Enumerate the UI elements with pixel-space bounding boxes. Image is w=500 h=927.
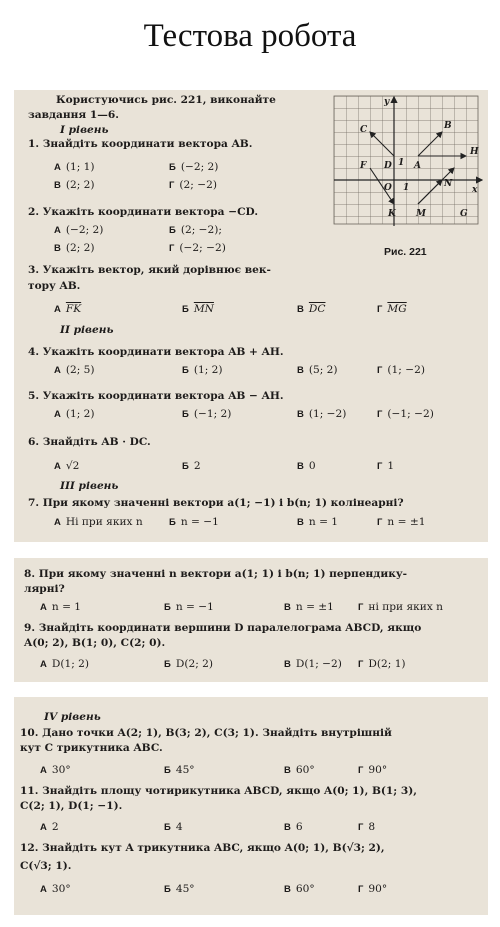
label-x: x bbox=[472, 185, 478, 195]
q9-option-d[interactable]: Г D(2; 1) bbox=[358, 658, 406, 670]
label-d: D bbox=[384, 161, 392, 171]
q9-option-a[interactable]: А D(1; 2) bbox=[40, 658, 90, 670]
question-10-text-line-2: кут C трикутника ABC. bbox=[20, 742, 163, 754]
q8-option-c[interactable]: В n = ±1 bbox=[284, 601, 334, 613]
question-4-text: 4. Укажіть координати вектора AB + AH. bbox=[28, 346, 284, 358]
question-3-text-line-2: тору AB. bbox=[28, 280, 81, 292]
question-6-text: 6. Знайдіть AB · DC. bbox=[28, 436, 151, 448]
question-1-text: 1. Знайдіть координати вектора AB. bbox=[28, 138, 253, 150]
q1-option-c[interactable]: В (2; 2) bbox=[54, 179, 95, 191]
q7-option-a[interactable]: А Ні при яких n bbox=[54, 516, 143, 528]
label-origin: O bbox=[384, 183, 392, 193]
level-3-heading: III рівень bbox=[60, 480, 119, 492]
label-n: N bbox=[444, 179, 453, 189]
q4-option-b[interactable]: Б (1; 2) bbox=[182, 364, 223, 376]
q11-option-d[interactable]: Г 8 bbox=[358, 821, 376, 833]
level-1-heading: I рівень bbox=[60, 124, 109, 136]
q4-option-d[interactable]: Г (1; −2) bbox=[377, 364, 425, 376]
q10-option-a[interactable]: А 30° bbox=[40, 764, 71, 776]
q12-option-c[interactable]: В 60° bbox=[284, 883, 315, 895]
q7-option-c[interactable]: В n = 1 bbox=[297, 516, 339, 528]
label-f: F bbox=[360, 161, 367, 171]
intro-line-2: завдання 1—6. bbox=[28, 109, 119, 121]
q7-option-d[interactable]: Г n = ±1 bbox=[377, 516, 426, 528]
q1-option-a[interactable]: А (1; 1) bbox=[54, 161, 95, 173]
q10-option-d[interactable]: Г 90° bbox=[358, 764, 388, 776]
label-h: H bbox=[470, 147, 479, 157]
q1-option-d[interactable]: Г (2; −2) bbox=[169, 179, 217, 191]
q6-option-a[interactable]: А √2 bbox=[54, 460, 80, 472]
page-title: Тестова робота bbox=[143, 18, 357, 54]
question-9-text-line-2: A(0; 2), B(1; 0), C(2; 0). bbox=[24, 637, 166, 649]
question-11-text-line-1: 11. Знайдіть площу чотирикутника ABCD, якщо A(0; 1), B(1; 3), bbox=[20, 785, 417, 797]
level-2-heading: II рівень bbox=[60, 324, 114, 336]
label-a: A bbox=[414, 161, 421, 171]
q5-option-d[interactable]: Г (−1; −2) bbox=[377, 408, 434, 420]
q3-option-a[interactable]: А $\overline{FK}$ bbox=[54, 303, 82, 315]
q3-option-d[interactable]: Г $\overline{MG}$ bbox=[377, 303, 407, 315]
q5-option-b[interactable]: Б (−1; 2) bbox=[182, 408, 232, 420]
label-y: y bbox=[384, 97, 390, 107]
q5-option-c[interactable]: В (1; −2) bbox=[297, 408, 347, 420]
q2-option-b[interactable]: Б (2; −2); bbox=[169, 224, 222, 236]
question-12-text-line-2: C(√3; 1). bbox=[20, 860, 72, 872]
q6-option-b[interactable]: Б 2 bbox=[182, 460, 201, 472]
label-c: C bbox=[360, 125, 368, 135]
q8-option-b[interactable]: Б n = −1 bbox=[164, 601, 214, 613]
q4-option-c[interactable]: В (5; 2) bbox=[297, 364, 338, 376]
label-k: K bbox=[388, 209, 396, 219]
label-g: G bbox=[460, 209, 468, 219]
q7-option-b[interactable]: Б n = −1 bbox=[169, 516, 219, 528]
question-11-text-line-2: C(2; 1), D(1; −1). bbox=[20, 800, 123, 812]
q2-option-d[interactable]: Г (−2; −2) bbox=[169, 242, 226, 254]
q9-option-c[interactable]: В D(1; −2) bbox=[284, 658, 342, 670]
q6-option-c[interactable]: В 0 bbox=[297, 460, 316, 472]
question-10-text-line-1: 10. Дано точки A(2; 1), B(3; 2), C(3; 1). Знайдіть внутрішній bbox=[20, 727, 392, 739]
level-4-heading: IV рівень bbox=[44, 711, 101, 723]
q12-option-a[interactable]: А 30° bbox=[40, 883, 71, 895]
q12-option-d[interactable]: Г 90° bbox=[358, 883, 388, 895]
q3-option-b[interactable]: Б $\overline{MN}$ bbox=[182, 303, 214, 315]
question-12-text-line-1: 12. Знайдіть кут A трикутника ABC, якщо A(0; 1), B(√3; 2), bbox=[20, 842, 385, 854]
question-8-text-line-1: 8. При якому значенні n вектори a(1; 1) і b(n; 1) перпендику- bbox=[24, 568, 408, 580]
worksheet-section-3 bbox=[14, 697, 488, 915]
q3-option-c[interactable]: В $\overline{DC}$ bbox=[297, 303, 326, 315]
q11-option-b[interactable]: Б 4 bbox=[164, 821, 183, 833]
label-b: B bbox=[444, 121, 452, 131]
label-m: M bbox=[416, 209, 426, 219]
q2-option-c[interactable]: В (2; 2) bbox=[54, 242, 95, 254]
q11-option-c[interactable]: В 6 bbox=[284, 821, 303, 833]
label-one-x: 1 bbox=[403, 183, 410, 193]
question-5-text: 5. Укажіть координати вектора AB − AH. bbox=[28, 390, 284, 402]
coordinate-grid-figure bbox=[332, 94, 484, 230]
q9-option-b[interactable]: Б D(2; 2) bbox=[164, 658, 214, 670]
q10-option-b[interactable]: Б 45° bbox=[164, 764, 195, 776]
q2-option-a[interactable]: А (−2; 2) bbox=[54, 224, 104, 236]
q8-option-a[interactable]: А n = 1 bbox=[40, 601, 82, 613]
q6-option-d[interactable]: Г 1 bbox=[377, 460, 395, 472]
worksheet-section-1 bbox=[14, 90, 488, 542]
question-2-text: 2. Укажіть координати вектора −CD. bbox=[28, 206, 259, 218]
question-3-text-line-1: 3. Укажіть вектор, який дорівнює век- bbox=[28, 264, 271, 276]
q4-option-a[interactable]: А (2; 5) bbox=[54, 364, 95, 376]
intro-line-1: Користуючись рис. 221, виконайте bbox=[56, 94, 276, 106]
figure-caption: Рис. 221 bbox=[384, 246, 427, 258]
q8-option-d[interactable]: Г ні при яких n bbox=[358, 601, 444, 613]
q11-option-a[interactable]: А 2 bbox=[40, 821, 59, 833]
q10-option-c[interactable]: В 60° bbox=[284, 764, 315, 776]
q1-option-b[interactable]: Б (−2; 2) bbox=[169, 161, 219, 173]
label-one-y: 1 bbox=[398, 158, 405, 168]
question-8-text-line-2: лярні? bbox=[24, 583, 65, 595]
q12-option-b[interactable]: Б 45° bbox=[164, 883, 195, 895]
q5-option-a[interactable]: А (1; 2) bbox=[54, 408, 95, 420]
question-9-text-line-1: 9. Знайдіть координати вершини D паралелограма ABCD, якщо bbox=[24, 622, 422, 634]
worksheet-section-2 bbox=[14, 558, 488, 682]
question-7-text: 7. При якому значенні вектори a(1; −1) і b(n; 1) колінеарні? bbox=[28, 497, 404, 509]
